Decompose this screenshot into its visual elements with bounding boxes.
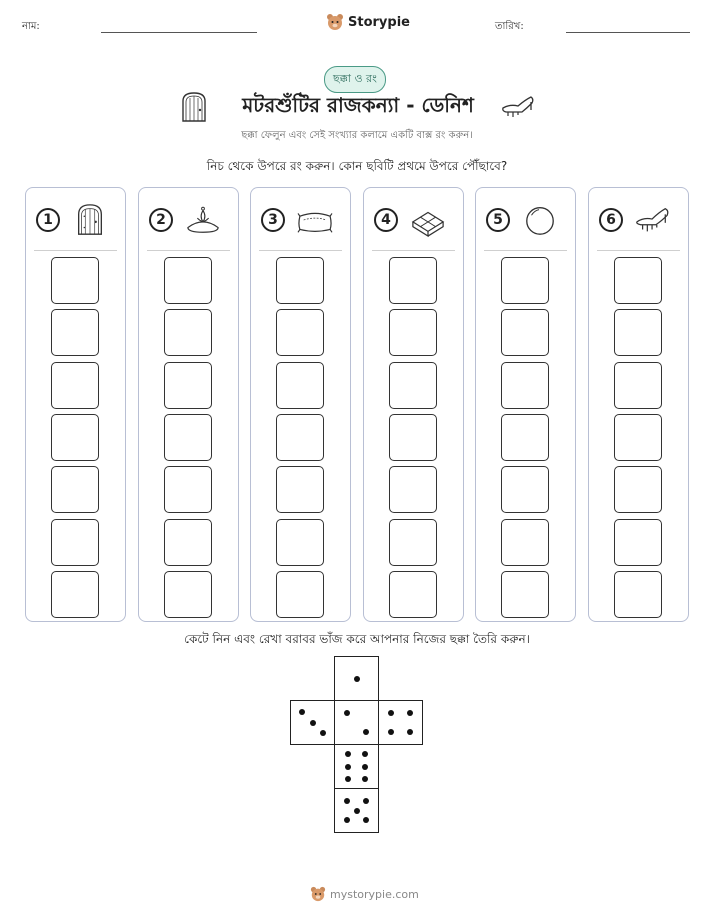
- color-box[interactable]: [389, 309, 437, 356]
- color-box[interactable]: [164, 519, 212, 566]
- pea-icon: [520, 203, 560, 237]
- color-box[interactable]: [389, 257, 437, 304]
- brand-name: Storypie: [348, 14, 410, 30]
- column-divider: [372, 250, 455, 251]
- color-box[interactable]: [501, 466, 549, 513]
- color-box[interactable]: [276, 571, 324, 618]
- page-subtitle: ছক্কা ফেলুন এবং সেই সংখ্যার কলামে একটি বাক্স রং করুন।: [241, 130, 473, 141]
- color-box[interactable]: [614, 309, 662, 356]
- dice-pip: [299, 709, 305, 715]
- instruction-text: নিচ থেকে উপরে রং করুন। কোন ছবিটি প্রথমে উপরে পৌঁছাবে?: [206, 159, 508, 173]
- color-box[interactable]: [614, 519, 662, 566]
- dice-pip: [363, 798, 369, 804]
- activity-tag: ছক্কা ও রং: [324, 66, 386, 93]
- color-box[interactable]: [614, 571, 662, 618]
- column-divider: [34, 250, 117, 251]
- dice-pip: [345, 776, 351, 782]
- color-box[interactable]: [164, 414, 212, 461]
- column-4: [363, 187, 464, 622]
- column-number: 1: [36, 208, 60, 232]
- column-number: 5: [486, 208, 510, 232]
- bear-icon: [326, 13, 344, 31]
- dice-pip: [407, 710, 413, 716]
- glass-slipper-icon: [500, 94, 536, 120]
- color-box[interactable]: [501, 362, 549, 409]
- color-box[interactable]: [501, 571, 549, 618]
- dice-pip: [362, 764, 368, 770]
- color-box[interactable]: [614, 362, 662, 409]
- color-box[interactable]: [389, 362, 437, 409]
- color-box[interactable]: [164, 362, 212, 409]
- color-box[interactable]: [276, 466, 324, 513]
- column-number: 6: [599, 208, 623, 232]
- name-label: নাম:: [22, 21, 40, 32]
- color-box[interactable]: [501, 519, 549, 566]
- bear-icon: [310, 886, 326, 902]
- dice-pip: [344, 817, 350, 823]
- page-title: মটরশুঁটির রাজকন্যা - ডেনিশ: [242, 93, 474, 117]
- color-box[interactable]: [389, 519, 437, 566]
- dice-pip: [354, 676, 360, 682]
- color-box[interactable]: [164, 309, 212, 356]
- column-header: [476, 202, 575, 238]
- color-box[interactable]: [51, 257, 99, 304]
- color-box[interactable]: [389, 414, 437, 461]
- crown-icon: [183, 203, 223, 237]
- pillow-icon: [295, 203, 335, 237]
- cut-instruction: কেটে নিন এবং রেখা বরাবর ভাঁজ করে আপনার নিজের ছক্কা তৈরি করুন।: [184, 632, 530, 646]
- color-box[interactable]: [614, 466, 662, 513]
- color-box[interactable]: [501, 309, 549, 356]
- dice-pip: [345, 751, 351, 757]
- footer: [310, 886, 419, 902]
- color-box[interactable]: [276, 309, 324, 356]
- color-box[interactable]: [614, 414, 662, 461]
- dice-pip: [388, 729, 394, 735]
- dice-face-3: [290, 700, 335, 745]
- column-2: [138, 187, 239, 622]
- color-box[interactable]: [276, 257, 324, 304]
- date-label: তারিখ:: [495, 21, 524, 32]
- column-header: [26, 202, 125, 238]
- dice-pip: [345, 764, 351, 770]
- column-header: [251, 202, 350, 238]
- dice-pip: [310, 720, 316, 726]
- door-icon: [181, 92, 207, 122]
- color-box[interactable]: [51, 309, 99, 356]
- dice-face-6: [334, 744, 379, 789]
- dice-pip: [388, 710, 394, 716]
- column-divider: [147, 250, 230, 251]
- dice-pip: [363, 729, 369, 735]
- column-5: [475, 187, 576, 622]
- glass-slipper-icon: [633, 203, 673, 237]
- column-1: [25, 187, 126, 622]
- color-box[interactable]: [501, 414, 549, 461]
- color-box[interactable]: [276, 362, 324, 409]
- color-box[interactable]: [164, 571, 212, 618]
- dice-face-4: [378, 700, 423, 745]
- color-box[interactable]: [164, 257, 212, 304]
- dice-pip: [320, 730, 326, 736]
- dice-pip: [362, 751, 368, 757]
- color-box[interactable]: [51, 466, 99, 513]
- color-box[interactable]: [501, 257, 549, 304]
- door-icon: [70, 203, 110, 237]
- dice-pip: [344, 710, 350, 716]
- mattress-stack-icon: [408, 203, 448, 237]
- brand-logo: [326, 13, 410, 31]
- column-number: 3: [261, 208, 285, 232]
- dice-pip: [344, 798, 350, 804]
- color-box[interactable]: [389, 571, 437, 618]
- color-box[interactable]: [51, 414, 99, 461]
- color-box[interactable]: [51, 362, 99, 409]
- column-3: [250, 187, 351, 622]
- dice-pip: [407, 729, 413, 735]
- column-header: [589, 202, 688, 238]
- column-header: [139, 202, 238, 238]
- dice-face-5: [334, 788, 379, 833]
- color-box[interactable]: [164, 466, 212, 513]
- dice-pip: [362, 776, 368, 782]
- color-box[interactable]: [389, 466, 437, 513]
- name-line[interactable]: [101, 32, 257, 33]
- column-divider: [484, 250, 567, 251]
- column-6: [588, 187, 689, 622]
- color-box[interactable]: [276, 414, 324, 461]
- column-number: 2: [149, 208, 173, 232]
- dice-pip: [363, 817, 369, 823]
- dice-face-1: [334, 656, 379, 701]
- column-header: [364, 202, 463, 238]
- color-box[interactable]: [276, 519, 324, 566]
- footer-url[interactable]: mystorypie.com: [330, 887, 419, 901]
- color-box[interactable]: [51, 519, 99, 566]
- date-line[interactable]: [566, 32, 690, 33]
- color-box[interactable]: [51, 571, 99, 618]
- column-divider: [259, 250, 342, 251]
- dice-face-2: [334, 700, 379, 745]
- color-box[interactable]: [614, 257, 662, 304]
- column-divider: [597, 250, 680, 251]
- column-number: 4: [374, 208, 398, 232]
- dice-pip: [354, 808, 360, 814]
